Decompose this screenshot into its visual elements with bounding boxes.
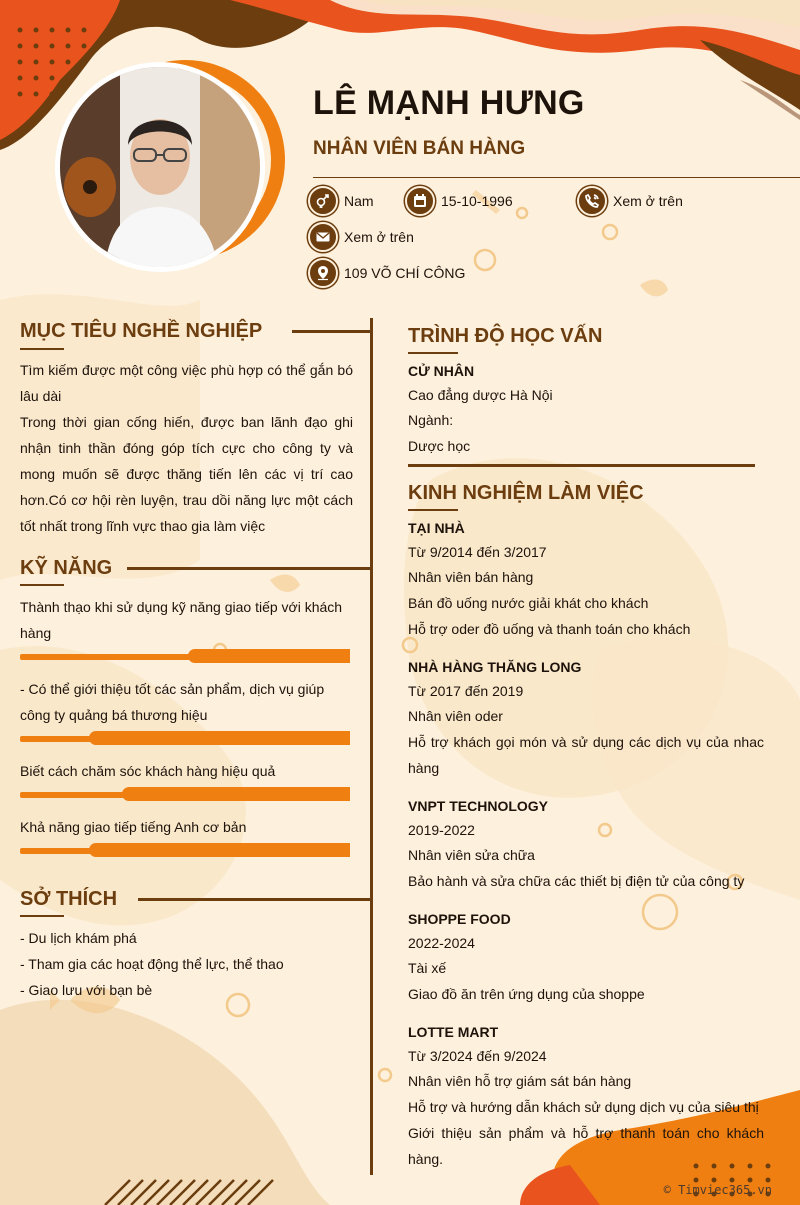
avatar	[55, 62, 265, 272]
job-2-role: Nhân viên oder	[408, 708, 503, 724]
hobby-item-2: - Tham gia các hoạt động thể lực, thể thao	[20, 956, 284, 972]
skill-bar-3	[20, 787, 350, 801]
education-school: Cao đẳng dược Hà Nội	[408, 387, 553, 403]
skill-bar-2	[20, 731, 350, 745]
skill-bar-4	[20, 843, 350, 857]
objective-line-1: Tìm kiếm được một công việc phù hợp có thể gắn bó lâu dài	[20, 362, 353, 404]
objective-title: MỤC TIÊU NGHỀ NGHIỆP	[20, 320, 263, 342]
contact-address	[308, 258, 465, 288]
watermark: © Timviec365.vn	[663, 1183, 772, 1197]
education-title-underline	[408, 352, 458, 354]
job-2-company: NHÀ HÀNG THĂNG LONG	[408, 659, 582, 675]
avatar-container	[55, 62, 265, 272]
location-icon	[308, 258, 338, 288]
skill-item-4: Khả năng giao tiếp tiếng Anh cơ bản	[20, 819, 247, 835]
job-1-role: Nhân viên bán hàng	[408, 569, 534, 585]
job-4-company: SHOPPE FOOD	[408, 911, 511, 927]
skill-item-2: - Có thể giới thiệu tốt các sản phẩm, dịch vụ giúp công ty quảng bá thương hiệu	[20, 681, 325, 723]
contact-gender-value: Nam	[344, 193, 374, 209]
calendar-icon	[405, 186, 435, 216]
education-bottom-rule	[408, 464, 755, 467]
gender-icon	[308, 186, 338, 216]
job-4-detail-1: Giao đồ ăn trên ứng dụng của shoppe	[408, 986, 645, 1002]
objective-title-underline	[20, 348, 64, 350]
job-2-period: Từ 2017 đến 2019	[408, 683, 524, 699]
job-3-company: VNPT TECHNOLOGY	[408, 798, 549, 814]
candidate-position: NHÂN VIÊN BÁN HÀNG	[313, 138, 526, 159]
job-1-detail-1: Bán đồ uống nước giải khát cho khách	[408, 595, 649, 611]
job-3-detail-1: Bảo hành và sửa chữa các thiết bị điện tử của công ty	[408, 873, 745, 889]
contact-email	[308, 222, 414, 252]
education-major-label: Ngành:	[408, 412, 454, 428]
contact-phone	[577, 186, 683, 216]
education-degree: CỬ NHÂN	[408, 363, 475, 379]
skills-title: KỸ NĂNG	[20, 557, 113, 579]
job-5-detail-2: Giới thiệu sản phẩm và hỗ trợ thanh toán cho khách hàng.	[408, 1125, 764, 1167]
job-4-period: 2022-2024	[408, 935, 475, 951]
job-1-detail-2: Hỗ trợ oder đồ uống và thanh toán cho khách	[408, 621, 691, 637]
contact-address-value: 109 VÕ CHÍ CÔNG	[344, 265, 466, 281]
skill-bar-1	[20, 649, 350, 663]
education-title: TRÌNH ĐỘ HỌC VẤN	[408, 325, 603, 347]
hobbies-title-underline	[20, 915, 64, 917]
header-divider	[313, 177, 800, 178]
job-1-company: TẠI NHÀ	[408, 520, 465, 536]
contact-birthday-value: 15-10-1996	[441, 193, 513, 209]
experience-title-underline	[408, 509, 458, 511]
job-2-detail-1: Hỗ trợ khách gọi món và sử dụng các dịch vụ của nhac hàng	[408, 734, 764, 776]
experience-title: KINH NGHIỆM LÀM VIỆC	[408, 482, 644, 504]
job-1-period: Từ 9/2014 đến 3/2017	[408, 544, 547, 560]
objective-line-2: Trong thời gian cống hiến, được ban lãnh đạo ghi nhận tinh thần đóng góp tích cực cho công ty và mong muốn sẽ được thăng tiến lên các vị trí cao hơn.Có cơ hội rèn luyện, trau dồi năng lực một cách tốt nhất trong lĩnh vực thao gia làm việc	[20, 414, 353, 534]
job-4-role: Tài xế	[408, 960, 447, 976]
candidate-name: LÊ MẠNH HƯNG	[313, 84, 585, 122]
job-5-period: Từ 3/2024 đến 9/2024	[408, 1048, 547, 1064]
job-3-role: Nhân viên sửa chữa	[408, 847, 535, 863]
education-major: Dược học	[408, 438, 471, 454]
skills-title-underline	[20, 584, 64, 586]
job-5-role: Nhân viên hỗ trợ giám sát bán hàng	[408, 1073, 632, 1089]
column-divider	[370, 318, 373, 1175]
skills-title-rule	[127, 567, 372, 570]
email-icon	[308, 222, 338, 252]
job-5-detail-1: Hỗ trợ và hướng dẫn khách sử dụng dịch vụ của siêu thị	[408, 1099, 759, 1115]
job-5-company: LOTTE MART	[408, 1024, 499, 1040]
hobbies-title: SỞ THÍCH	[20, 888, 118, 910]
contact-email-value: Xem ở trên	[344, 229, 414, 245]
contact-birthday	[405, 186, 513, 216]
objective-title-rule	[292, 330, 372, 333]
hobby-item-1: - Du lịch khám phá	[20, 930, 137, 946]
skill-item-1: Thành thạo khi sử dụng kỹ năng giao tiếp với khách hàng	[20, 599, 343, 641]
hobbies-title-rule	[138, 898, 372, 901]
contact-gender	[308, 186, 374, 216]
contact-phone-value: Xem ở trên	[613, 193, 683, 209]
job-3-period: 2019-2022	[408, 822, 475, 838]
phone-icon	[577, 186, 607, 216]
hobby-item-3: - Giao lưu với bạn bè	[20, 982, 153, 998]
skill-item-3: Biết cách chăm sóc khách hàng hiệu quả	[20, 763, 276, 779]
